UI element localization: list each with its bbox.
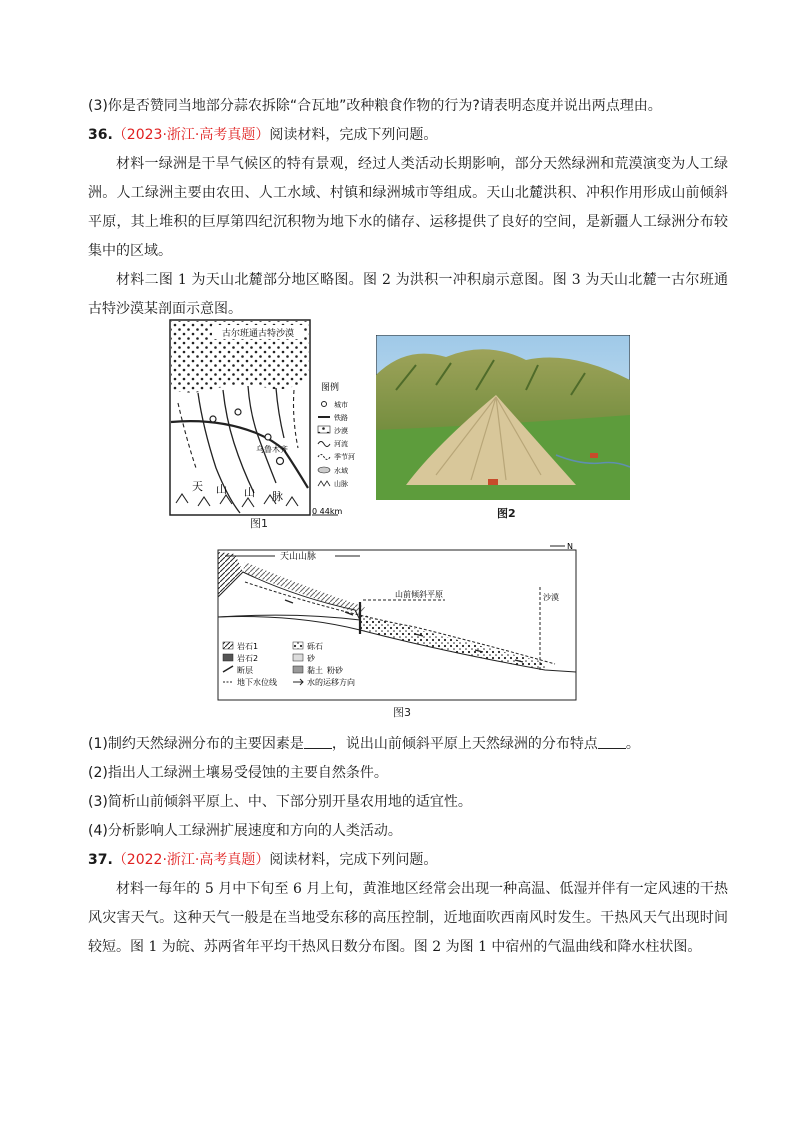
fig1-legend-river: 河流	[334, 440, 348, 448]
fig3-legend-gravel: 砾石	[307, 642, 323, 651]
answer-blank-2[interactable]	[598, 736, 626, 749]
q36-sub1-part-b: ，说出山前倾斜平原上天然绿洲的分布特点	[331, 736, 598, 752]
fig1-legend-railway: 铁路	[334, 414, 348, 422]
fig1-mountain-char-4: 脉	[272, 490, 283, 503]
fig1-legend-mountain: 山脉	[334, 480, 348, 488]
fig1-legend-water: 水域	[334, 467, 348, 475]
q36-header	[88, 121, 728, 150]
fig1-mountain-char-3: 山	[244, 486, 255, 499]
fig3-legend-silt: 粉砂	[327, 666, 343, 675]
fig3-legend-watertable: 地下水位线	[237, 678, 277, 687]
q36-subquestion-2: (2)指出人工绿洲土壤易受侵蚀的主要自然条件。	[88, 765, 388, 781]
fig1-mountain-char-2: 山	[216, 483, 227, 496]
fig3-label-plain: 山前倾斜平原	[395, 590, 443, 599]
q36-subquestion-1	[88, 730, 728, 759]
fig3-label-desert: 沙漠	[543, 593, 559, 602]
fig1-desert-label: 古尔班通古特沙漠	[221, 329, 295, 339]
fig3-legend-rock2: 岩石2	[237, 654, 259, 663]
q37-source-tag: （2022·浙江·高考真题）	[112, 852, 270, 868]
fig1-mountain-char-1: 天	[192, 480, 203, 493]
fig1-caption: 图1	[250, 517, 268, 530]
fig1-scale: 0 44km	[312, 507, 343, 516]
q36-sub1-part-a: (1)制约天然绿洲分布的主要因素是	[88, 736, 304, 752]
answer-blank-1[interactable]	[304, 736, 332, 749]
fig3-legend-rock1: 岩石1	[237, 642, 259, 651]
q37-number: 37.	[88, 852, 113, 868]
figure-2-alluvial-fan	[376, 335, 630, 500]
fig3-north-label: N	[567, 542, 573, 551]
fig3-legend-clay: 黏土	[307, 666, 323, 675]
fig1-legend-title: 图例	[321, 383, 340, 393]
fig1-legend-city: 城市	[334, 401, 348, 409]
q36-number: 36.	[88, 127, 113, 143]
q36-material-1: 材料一绿洲是干旱气候区的特有景观，经过人类活动长期影响，部分天然绿洲和荒漠演变为人工绿洲。人工绿洲主要由农田、人工水域、村镇和绿洲城市等组成。天山北麓洪积、冲积作用形成山前倾斜平原，其上堆积的巨厚第四纪沉积物为地下水的储存、运移提供了良好的空间，是新疆人工绿洲分布较集中的区域。	[88, 156, 728, 259]
q37-header	[88, 846, 728, 875]
q36-prompt: 阅读材料，完成下列问题。	[269, 127, 438, 143]
fig3-label-mountain: 天山山脉	[280, 552, 317, 562]
q37-prompt: 阅读材料，完成下列问题。	[269, 852, 438, 868]
q36-sub1-part-c: 。	[625, 736, 640, 752]
fig1-city-label: 乌鲁木齐	[256, 445, 288, 454]
fig3-legend-water-direction: 水的运移方向	[307, 678, 355, 687]
q36-material-2: 材料二图 1 为天山北麓部分地区略图。图 2 为洪积一冲积扇示意图。图 3 为天山北麓一古尔班通古特沙漠某剖面示意图。	[88, 272, 728, 317]
fig3-legend-fault: 断层	[237, 666, 253, 675]
q35-subquestion-3: (3)你是否赞同当地部分蒜农拆除“合瓦地”改种粮食作物的行为?请表明态度并说出两点理由。	[88, 98, 662, 114]
q36-subquestion-4: (4)分析影响人工绿洲扩展速度和方向的人类活动。	[88, 823, 402, 839]
q36-source-tag: （2023·浙江·高考真题）	[112, 127, 270, 143]
q36-subquestion-3: (3)简析山前倾斜平原上、中、下部分别开垦农用地的适宜性。	[88, 794, 472, 810]
fig1-legend-desert: 沙漠	[334, 427, 348, 435]
fig3-caption: 图3	[393, 706, 411, 719]
figure-3-cross-section	[215, 542, 581, 704]
fig1-legend-seasonal-river: 季节河	[334, 453, 355, 461]
figure-1-map	[168, 318, 368, 530]
fig2-caption: 图2	[497, 507, 516, 520]
q37-material-1: 材料一每年的 5 月中下旬至 6 月上旬，黄淮地区经常会出现一种高温、低湿并伴有一定风速的干热风灾害天气。这种天气一般是在当地受东移的高压控制，近地面吹西南风时发生。干热风天气出现时间较短。图 1 为皖、苏两省年平均干热风日数分布图。图 2 为图 1 中宿州的气温曲线和降水柱状图。	[88, 881, 728, 955]
fig3-legend-sand: 砂	[307, 654, 315, 663]
